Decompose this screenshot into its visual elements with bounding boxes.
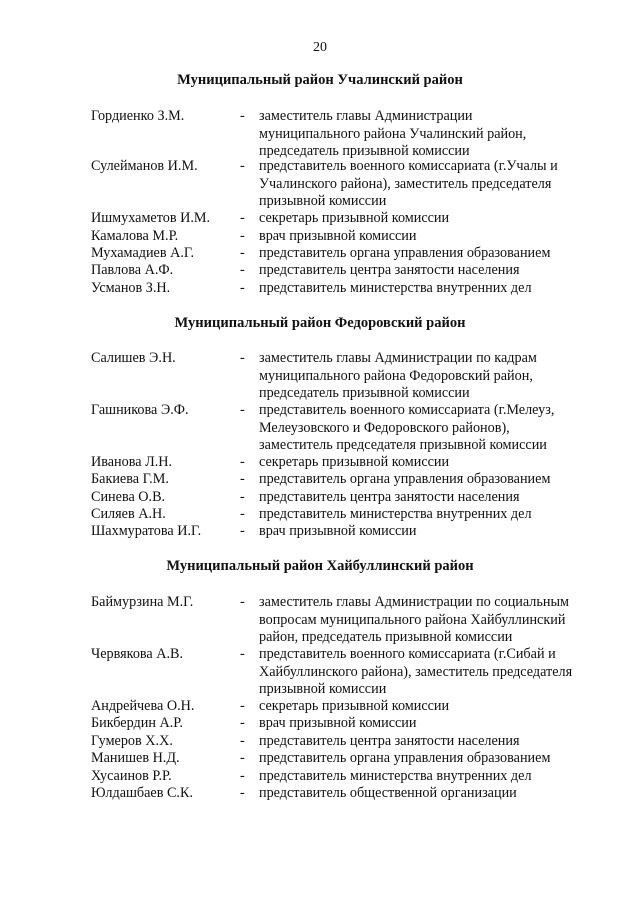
member-name: Андрейчева О.Н. bbox=[91, 698, 195, 714]
member-role bbox=[259, 454, 619, 472]
role-line: вопросам муниципального района Хайбуллинский bbox=[259, 611, 566, 628]
member-role bbox=[259, 280, 619, 298]
role-line: секретарь призывной комиссии bbox=[259, 454, 450, 470]
dash-separator: - bbox=[240, 733, 245, 749]
role-line: представитель министерства внутренних дел bbox=[259, 506, 532, 522]
role-line: представитель военного комиссариата (г.Учалы и bbox=[259, 158, 558, 174]
dash-separator: - bbox=[240, 594, 245, 610]
member-name: Силяев А.Н. bbox=[91, 506, 166, 522]
role-line: секретарь призывной комиссии bbox=[259, 698, 450, 714]
member-name: Камалова М.Р. bbox=[91, 228, 179, 244]
dash-separator: - bbox=[240, 350, 245, 366]
page-number: 20 bbox=[313, 40, 327, 55]
role-line: муниципального района Федоровский район, bbox=[259, 367, 533, 384]
member-name: Баймурзина М.Г. bbox=[91, 594, 194, 610]
dash-separator: - bbox=[240, 506, 245, 522]
role-line: заместитель главы Администрации bbox=[259, 108, 473, 124]
member-role bbox=[259, 698, 619, 716]
role-line: секретарь призывной комиссии bbox=[259, 210, 450, 226]
member-name: Бакиева Г.М. bbox=[91, 471, 169, 487]
member-role bbox=[259, 785, 619, 803]
dash-separator: - bbox=[240, 646, 245, 662]
member-role bbox=[259, 108, 619, 161]
member-role bbox=[259, 646, 619, 699]
dash-separator: - bbox=[240, 454, 245, 470]
role-line: председатель призывной комиссии bbox=[259, 143, 470, 159]
member-role bbox=[259, 523, 619, 541]
member-role bbox=[259, 228, 619, 246]
role-line: председатель призывной комиссии bbox=[259, 385, 470, 401]
role-line: представитель центра занятости населения bbox=[259, 489, 520, 505]
member-role bbox=[259, 594, 619, 647]
member-name: Червякова А.В. bbox=[91, 646, 184, 662]
role-line: призывной комиссии bbox=[259, 193, 387, 209]
dash-separator: - bbox=[240, 750, 245, 766]
member-name: Сулейманов И.М. bbox=[91, 158, 198, 174]
member-name: Гордиенко З.М. bbox=[91, 108, 185, 124]
member-name: Усманов З.Н. bbox=[91, 280, 171, 296]
role-line: представитель общественной организации bbox=[259, 785, 517, 801]
dash-separator: - bbox=[240, 489, 245, 505]
role-line: представитель военного комиссариата (г.Сибай и bbox=[259, 646, 556, 662]
section-title-khaibullino: Муниципальный район Хайбуллинский район bbox=[166, 558, 474, 574]
member-name: Павлова А.Ф. bbox=[91, 262, 174, 278]
role-line: заместитель главы Администрации по социальным bbox=[259, 594, 569, 610]
dash-separator: - bbox=[240, 471, 245, 487]
role-line: Хайбуллинского района), заместитель председателя bbox=[259, 663, 573, 680]
member-role bbox=[259, 768, 619, 786]
member-role bbox=[259, 750, 619, 768]
role-line: представитель органа управления образованием bbox=[259, 471, 551, 487]
role-line: заместитель главы Администрации по кадрам bbox=[259, 350, 537, 366]
dash-separator: - bbox=[240, 402, 245, 418]
member-name: Бикбердин А.Р. bbox=[91, 715, 183, 731]
role-line: врач призывной комиссии bbox=[259, 228, 417, 244]
member-role bbox=[259, 489, 619, 507]
member-role bbox=[259, 245, 619, 263]
member-role bbox=[259, 715, 619, 733]
member-name: Манишев Н.Д. bbox=[91, 750, 180, 766]
member-role bbox=[259, 402, 619, 455]
dash-separator: - bbox=[240, 715, 245, 731]
dash-separator: - bbox=[240, 228, 245, 244]
role-line: Учалинского района), заместитель председателя bbox=[259, 175, 552, 192]
dash-separator: - bbox=[240, 768, 245, 784]
dash-separator: - bbox=[240, 158, 245, 174]
member-name: Салишев Э.Н. bbox=[91, 350, 176, 366]
role-line: призывной комиссии bbox=[259, 681, 387, 697]
member-name: Шахмуратова И.Г. bbox=[91, 523, 202, 539]
dash-separator: - bbox=[240, 785, 245, 801]
member-name: Синева О.В. bbox=[91, 489, 166, 505]
dash-separator: - bbox=[240, 210, 245, 226]
member-name: Мухамадиев А.Г. bbox=[91, 245, 195, 261]
dash-separator: - bbox=[240, 262, 245, 278]
role-line: представитель центра занятости населения bbox=[259, 733, 520, 749]
member-name: Гашникова Э.Ф. bbox=[91, 402, 189, 418]
dash-separator: - bbox=[240, 280, 245, 296]
role-line: представитель министерства внутренних дел bbox=[259, 768, 532, 784]
member-name: Иванова Л.Н. bbox=[91, 454, 173, 470]
dash-separator: - bbox=[240, 698, 245, 714]
role-line: муниципального района Учалинский район, bbox=[259, 125, 527, 142]
dash-separator: - bbox=[240, 108, 245, 124]
role-line: Мелеузовского и Федоровского районов), bbox=[259, 419, 510, 436]
member-role bbox=[259, 471, 619, 489]
role-line: заместитель председателя призывной комиссии bbox=[259, 437, 547, 453]
role-line: представитель органа управления образованием bbox=[259, 245, 551, 261]
role-line: врач призывной комиссии bbox=[259, 523, 417, 539]
role-line: представитель военного комиссариата (г.Мелеуз, bbox=[259, 402, 555, 418]
role-line: представитель центра занятости населения bbox=[259, 262, 520, 278]
member-role bbox=[259, 506, 619, 524]
section-title-fedorovka: Муниципальный район Федоровский район bbox=[174, 315, 466, 331]
member-role bbox=[259, 158, 619, 211]
role-line: представитель министерства внутренних дел bbox=[259, 280, 532, 296]
member-name: Ишмухаметов И.М. bbox=[91, 210, 211, 226]
section-title-uchaly: Муниципальный район Учалинский район bbox=[177, 72, 463, 88]
member-role bbox=[259, 350, 619, 403]
member-role bbox=[259, 733, 619, 751]
dash-separator: - bbox=[240, 245, 245, 261]
dash-separator: - bbox=[240, 523, 245, 539]
member-role bbox=[259, 210, 619, 228]
role-line: район, председатель призывной комиссии bbox=[259, 629, 513, 645]
role-line: врач призывной комиссии bbox=[259, 715, 417, 731]
role-line: представитель органа управления образованием bbox=[259, 750, 551, 766]
member-name: Хусаинов Р.Р. bbox=[91, 768, 172, 784]
member-role bbox=[259, 262, 619, 280]
member-name: Гумеров Х.Х. bbox=[91, 733, 173, 749]
member-name: Юлдашбаев С.К. bbox=[91, 785, 193, 801]
